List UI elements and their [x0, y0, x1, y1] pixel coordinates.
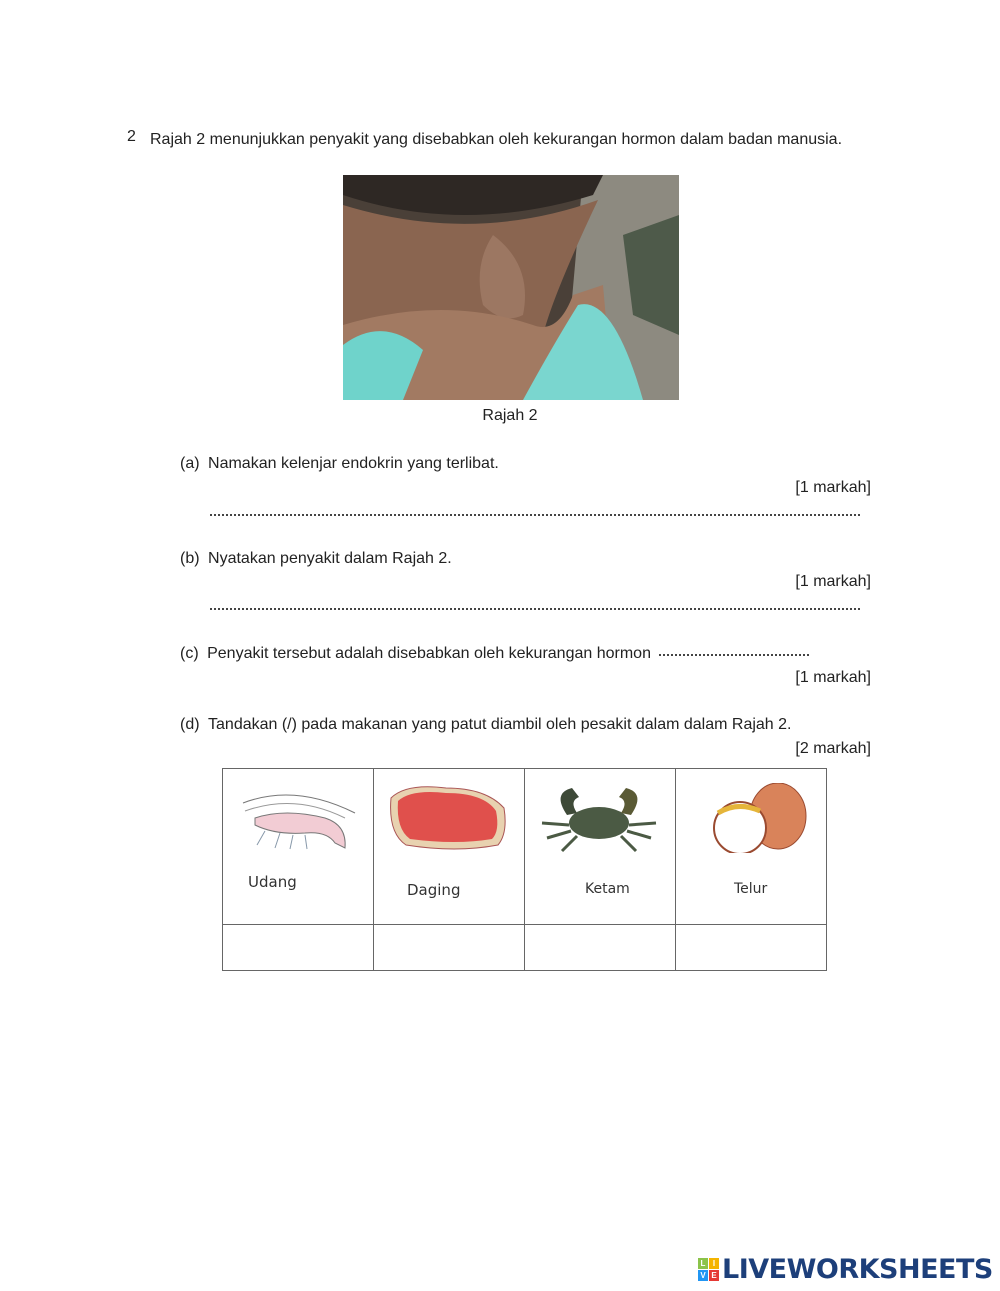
liveworksheets-logo: [698, 1254, 993, 1285]
food-label-ketam: Ketam: [585, 881, 630, 897]
logo-block: E: [709, 1270, 719, 1281]
logo-block: V: [698, 1270, 708, 1281]
part-c: [180, 645, 809, 663]
figure-caption: Rajah 2: [482, 407, 538, 424]
logo-text: LIVEWORKSHEETS: [722, 1254, 993, 1285]
question-stem: Rajah 2 menunjukkan penyakit yang disebabkan oleh kekurangan hormon dalam badan manusia.: [150, 131, 843, 148]
part-d: [180, 716, 791, 734]
logo-block: I: [709, 1258, 719, 1269]
part-a-marks: [1 markah]: [795, 479, 871, 496]
food-table: [222, 768, 827, 971]
part-b-label: (b): [180, 550, 200, 567]
logo-block: L: [698, 1258, 708, 1269]
food-cell-udang: [223, 769, 374, 925]
goitre-neck-photo: [343, 175, 679, 400]
food-label-telur: Telur: [734, 881, 768, 897]
food-cell-ketam: [525, 769, 676, 925]
logo-blocks-icon: [698, 1258, 719, 1281]
tick-cell-ketam[interactable]: [525, 925, 676, 971]
part-c-answer-field[interactable]: [659, 654, 809, 656]
egg-icon: [688, 783, 812, 853]
tick-cell-telur[interactable]: [676, 925, 827, 971]
part-a-label: (a): [180, 455, 200, 472]
part-b: [180, 550, 452, 568]
food-label-udang: Udang: [248, 873, 297, 891]
food-cell-telur: [676, 769, 827, 925]
crab-icon: [537, 783, 661, 853]
part-c-text: Penyakit tersebut adalah disebabkan oleh kekurangan hormon: [207, 645, 651, 662]
part-b-text: Nyatakan penyakit dalam Rajah 2.: [208, 550, 452, 567]
part-b-marks: [1 markah]: [795, 573, 871, 590]
part-b-answer-field[interactable]: [210, 608, 860, 610]
shrimp-icon: [235, 783, 359, 853]
part-d-label: (d): [180, 716, 200, 733]
part-c-marks: [1 markah]: [795, 669, 871, 686]
food-cell-daging: [374, 769, 525, 925]
part-a: [180, 455, 499, 473]
part-a-text: Namakan kelenjar endokrin yang terlibat.: [208, 455, 499, 472]
food-label-daging: Daging: [407, 881, 461, 899]
part-a-answer-field[interactable]: [210, 514, 860, 516]
question-number: 2: [127, 128, 136, 145]
part-c-label: (c): [180, 645, 199, 662]
meat-icon: [386, 783, 510, 853]
tick-cell-daging[interactable]: [374, 925, 525, 971]
part-d-marks: [2 markah]: [795, 740, 871, 757]
part-d-text: Tandakan (/) pada makanan yang patut diambil oleh pesakit dalam dalam Rajah 2.: [208, 716, 792, 733]
tick-cell-udang[interactable]: [223, 925, 374, 971]
